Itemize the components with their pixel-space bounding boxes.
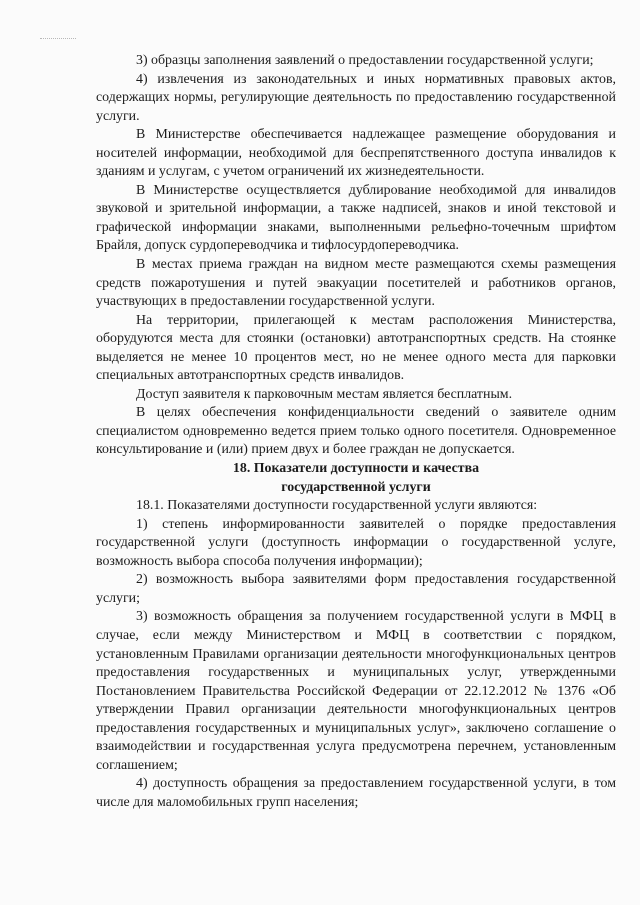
scan-corner-mark	[40, 38, 76, 42]
section-heading-line-2: государственной услуги	[281, 479, 431, 495]
paragraph-indicator-2: 2) возможность выбора заявителями форм предоставления государственной услуги;	[96, 572, 616, 606]
paragraph-confidentiality: В целях обеспечения конфиденциальности сведений о заявителе одним специалистом одновременно ведется прием только одного посетителя. Одновременное консультирование и (или) прием двух и более граждан не допускается.	[96, 405, 616, 458]
section-heading-line-1: 18. Показатели доступности и качества	[232, 461, 480, 477]
paragraph-indicator-1: 1) степень информированности заявителей о порядке предоставления государственной услуги (доступность информации о государственной услуге, возможность выбора способа получения информации);	[96, 516, 616, 569]
paragraph-samples: 3) образцы заполнения заявлений о предоставлении государственной услуги;	[136, 53, 594, 68]
paragraph-indicator-3: 3) возможность обращения за получением государственной услуги в МФЦ в случае, если между Министерством и МФЦ в соответствии с порядком, установленным Правилами организации деятельности многофункциональных центров предоставления государственных и муниципальных услуг, утвержденными Постановлением Правительства Российской Федерации от 22.12.2012 № 1376 «Об утверждении Правил организации деятельности многофункциональных центров предоставления государственных и муниципальных услуг», заключено соглашение о взаимодействии и государственная услуга предусмотрена перечнем, установленным соглашением;	[96, 609, 616, 773]
paragraph-equipment-placement: В Министерстве обеспечивается надлежащее размещение оборудования и носителей информации, необходимой для беспрепятственного доступа инвалидов к зданиям и услугам, с учетом ограничений их жизнедеятельности.	[96, 127, 616, 180]
paragraph-indicator-4: 4) доступность обращения за предоставлением государственной услуги, в том числе для маломобильных групп населения;	[96, 776, 616, 810]
paragraph-information-duplication: В Министерстве осуществляется дублирование необходимой для инвалидов звуковой и зрительной информации, а также надписей, знаков и иной текстовой и графической информации знаками, выполненными рельефно-точечным шрифтом Брайля, допуск сурдопереводчика и тифлосурдопереводчика.	[96, 182, 616, 254]
paragraph-indicators-intro: 18.1. Показателями доступности государственной услуги являются:	[136, 498, 538, 514]
paragraph-legal-extracts: 4) извлечения из законодательных и иных нормативных правовых актов, содержащих нормы, регулирующие деятельность по предоставлению государственной услуги.	[96, 71, 616, 124]
paragraph-parking: На территории, прилегающей к местам расположения Министерства, оборудуются места для стоянки (остановки) автотранспортных средств. На стоянке выделяется не менее 10 процентов мест, но не менее одного места для парковки специальных автотранспортных средств инвалидов.	[96, 312, 616, 384]
paragraph-evacuation-schemes: В местах приема граждан на видном месте размещаются схемы размещения средств пожаротушения и путей эвакуации посетителей и работников органов, участвующих в предоставлении государственной услуги.	[96, 257, 616, 310]
paragraph-free-parking: Доступ заявителя к парковочным местам является бесплатным.	[136, 386, 513, 402]
